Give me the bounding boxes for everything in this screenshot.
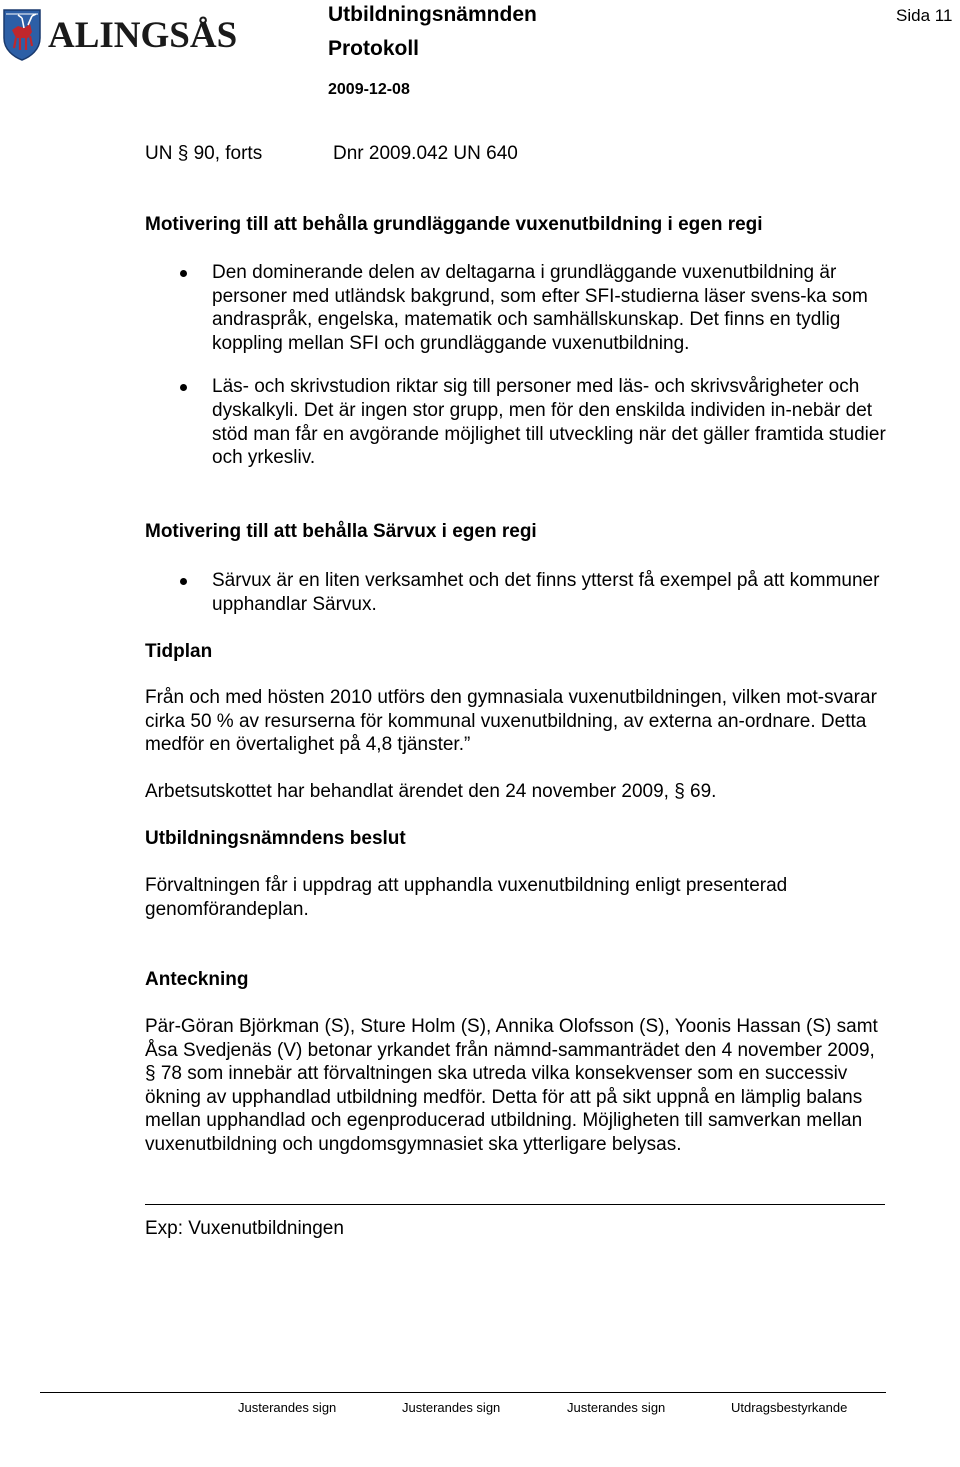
list-item-text: Den dominerande delen av deltagarna i grundläggande vuxenutbildning är personer med utländsk bakgrund, som efter SFI-studierna läser svens-ka som andraspråk, engelska, matematik och samhällskunskap. Det finns en tydlig koppling mellan SFI och grundläggande vuxenutbildning.: [212, 262, 868, 354]
heading-tidplan: Tidplan: [145, 641, 213, 662]
case-reference: [145, 143, 518, 165]
committee-title: Utbildningsnämnden: [328, 3, 537, 26]
bullet-icon: [180, 384, 187, 391]
beslut-paragraph: Förvaltningen får i uppdrag att upphandla vuxenutbildning enligt presenterad genomförandeplan.: [145, 875, 788, 920]
bullet-icon: [180, 270, 187, 277]
page-number: Sida 11: [896, 6, 953, 25]
list-item-text: Särvux är en liten verksamhet och det finns ytterst få exempel på att kommuner upphandlar Särvux.: [212, 570, 880, 615]
expedition-line: Exp: Vuxenutbildningen: [145, 1218, 344, 1239]
footer-sign-2: Justerandes sign: [402, 1400, 501, 1415]
anteckning-paragraph: Pär-Göran Björkman (S), Sture Holm (S), Annika Olofsson (S), Yoonis Hassan (S) samt Åsa Svedjenäs (V) betonar yrkandet från nämnd-sammanträdet den 4 november 2009, § 78 som innebär att förvaltningen ska utreda vilka konsekvenser som en successiv ökning av upphandlad utbildning medför. Detta för att på sikt uppnå en lämplig balans mellan upphandlad och egenproducerad utbildning. Möjligheten till samverkan mellan vuxenutbildning och ungdomsgymnasiet ska ytterligare belysas.: [145, 1016, 878, 1155]
document-type: Protokoll: [328, 37, 420, 60]
tidplan-paragraph: Från och med hösten 2010 utförs den gymnasiala vuxenutbildningen, vilken mot-svarar cirka 50 % av resurserna för kommunal vuxenutbildning, av externa an-ordnare. Detta medför en övertalighet på 4,8 tjänster.”: [145, 687, 877, 756]
footer-divider: [40, 1392, 886, 1393]
heading-beslut: Utbildningsnämndens beslut: [145, 828, 406, 849]
bullet-list-sarvux: [212, 569, 892, 616]
heading-sarvux: Motivering till att behålla Särvux i egen regi: [145, 521, 537, 542]
footer-extract-verification: Utdragsbestyrkande: [731, 1400, 848, 1415]
alingsas-logo: [0, 4, 262, 62]
list-item-text: Läs- och skrivstudion riktar sig till personer med läs- och skrivsvårigheter och dyskalkyli. Det är ingen stor grupp, men för den enskilda individen in-nebär det stöd man får en avgörande möjlighet till utveckling när det gäller framtida studier och yrkesliv.: [212, 376, 886, 469]
heading-grundlaggande: Motivering till att behålla grundläggande vuxenutbildning i egen regi: [145, 214, 763, 235]
diary-number: Dnr 2009.042 UN 640: [333, 143, 518, 164]
bullet-list-grundlaggande: [212, 261, 892, 470]
list-item: [212, 261, 892, 355]
list-item: [212, 569, 892, 616]
expedition-divider: [145, 1204, 885, 1205]
case-number: UN § 90, forts: [145, 143, 263, 164]
footer-sign-1: Justerandes sign: [238, 1400, 337, 1415]
municipal-coat-of-arms-icon: [0, 4, 262, 62]
meeting-date: 2009-12-08: [328, 81, 410, 98]
list-item: [212, 375, 892, 469]
logo-wordmark: ALINGSÅS: [48, 15, 238, 56]
bullet-icon: [180, 578, 187, 585]
heading-anteckning: Anteckning: [145, 969, 249, 990]
footer-sign-3: Justerandes sign: [567, 1400, 666, 1415]
arbetsutskott-paragraph: Arbetsutskottet har behandlat ärendet den 24 november 2009, § 69.: [145, 781, 717, 802]
